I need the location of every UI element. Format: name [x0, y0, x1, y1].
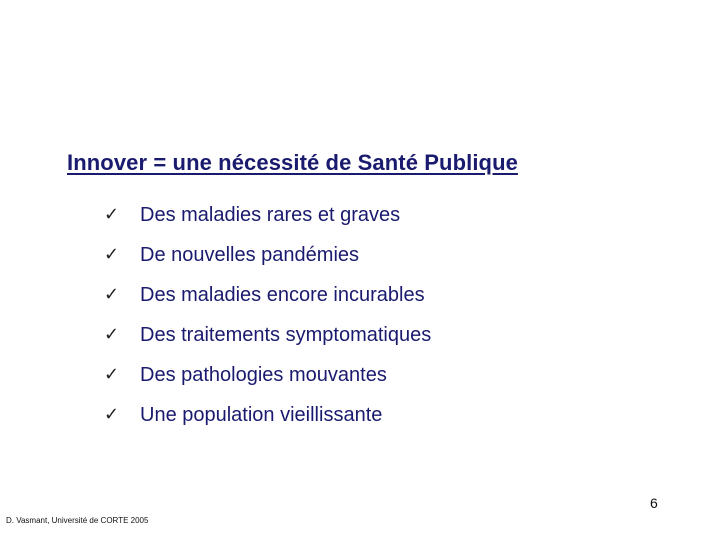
- bullet-text: Des maladies rares et graves: [140, 204, 401, 226]
- footer-credit: D. Vasmant, Université de CORTE 2005: [6, 516, 149, 525]
- bullet-text: Des traitements symptomatiques: [140, 324, 432, 346]
- check-icon: ✓: [104, 404, 120, 425]
- bullet-list: [104, 200, 431, 440]
- check-icon: ✓: [104, 204, 120, 225]
- check-icon: ✓: [104, 284, 120, 305]
- check-icon: ✓: [104, 364, 120, 385]
- bullet-item: [104, 400, 431, 440]
- bullet-item: [104, 360, 431, 400]
- bullet-text: Une population vieillissante: [140, 404, 383, 426]
- check-icon: ✓: [104, 324, 120, 345]
- bullet-item: [104, 240, 431, 280]
- page-number: 6: [650, 495, 658, 511]
- bullet-item: [104, 200, 431, 240]
- bullet-text: Des pathologies mouvantes: [140, 364, 387, 386]
- bullet-text: Des maladies encore incurables: [140, 284, 425, 306]
- check-icon: ✓: [104, 244, 120, 265]
- slide-title: Innover = une nécessité de Santé Publique: [67, 150, 518, 175]
- bullet-item: [104, 280, 431, 320]
- bullet-item: [104, 320, 431, 360]
- bullet-text: De nouvelles pandémies: [140, 244, 360, 266]
